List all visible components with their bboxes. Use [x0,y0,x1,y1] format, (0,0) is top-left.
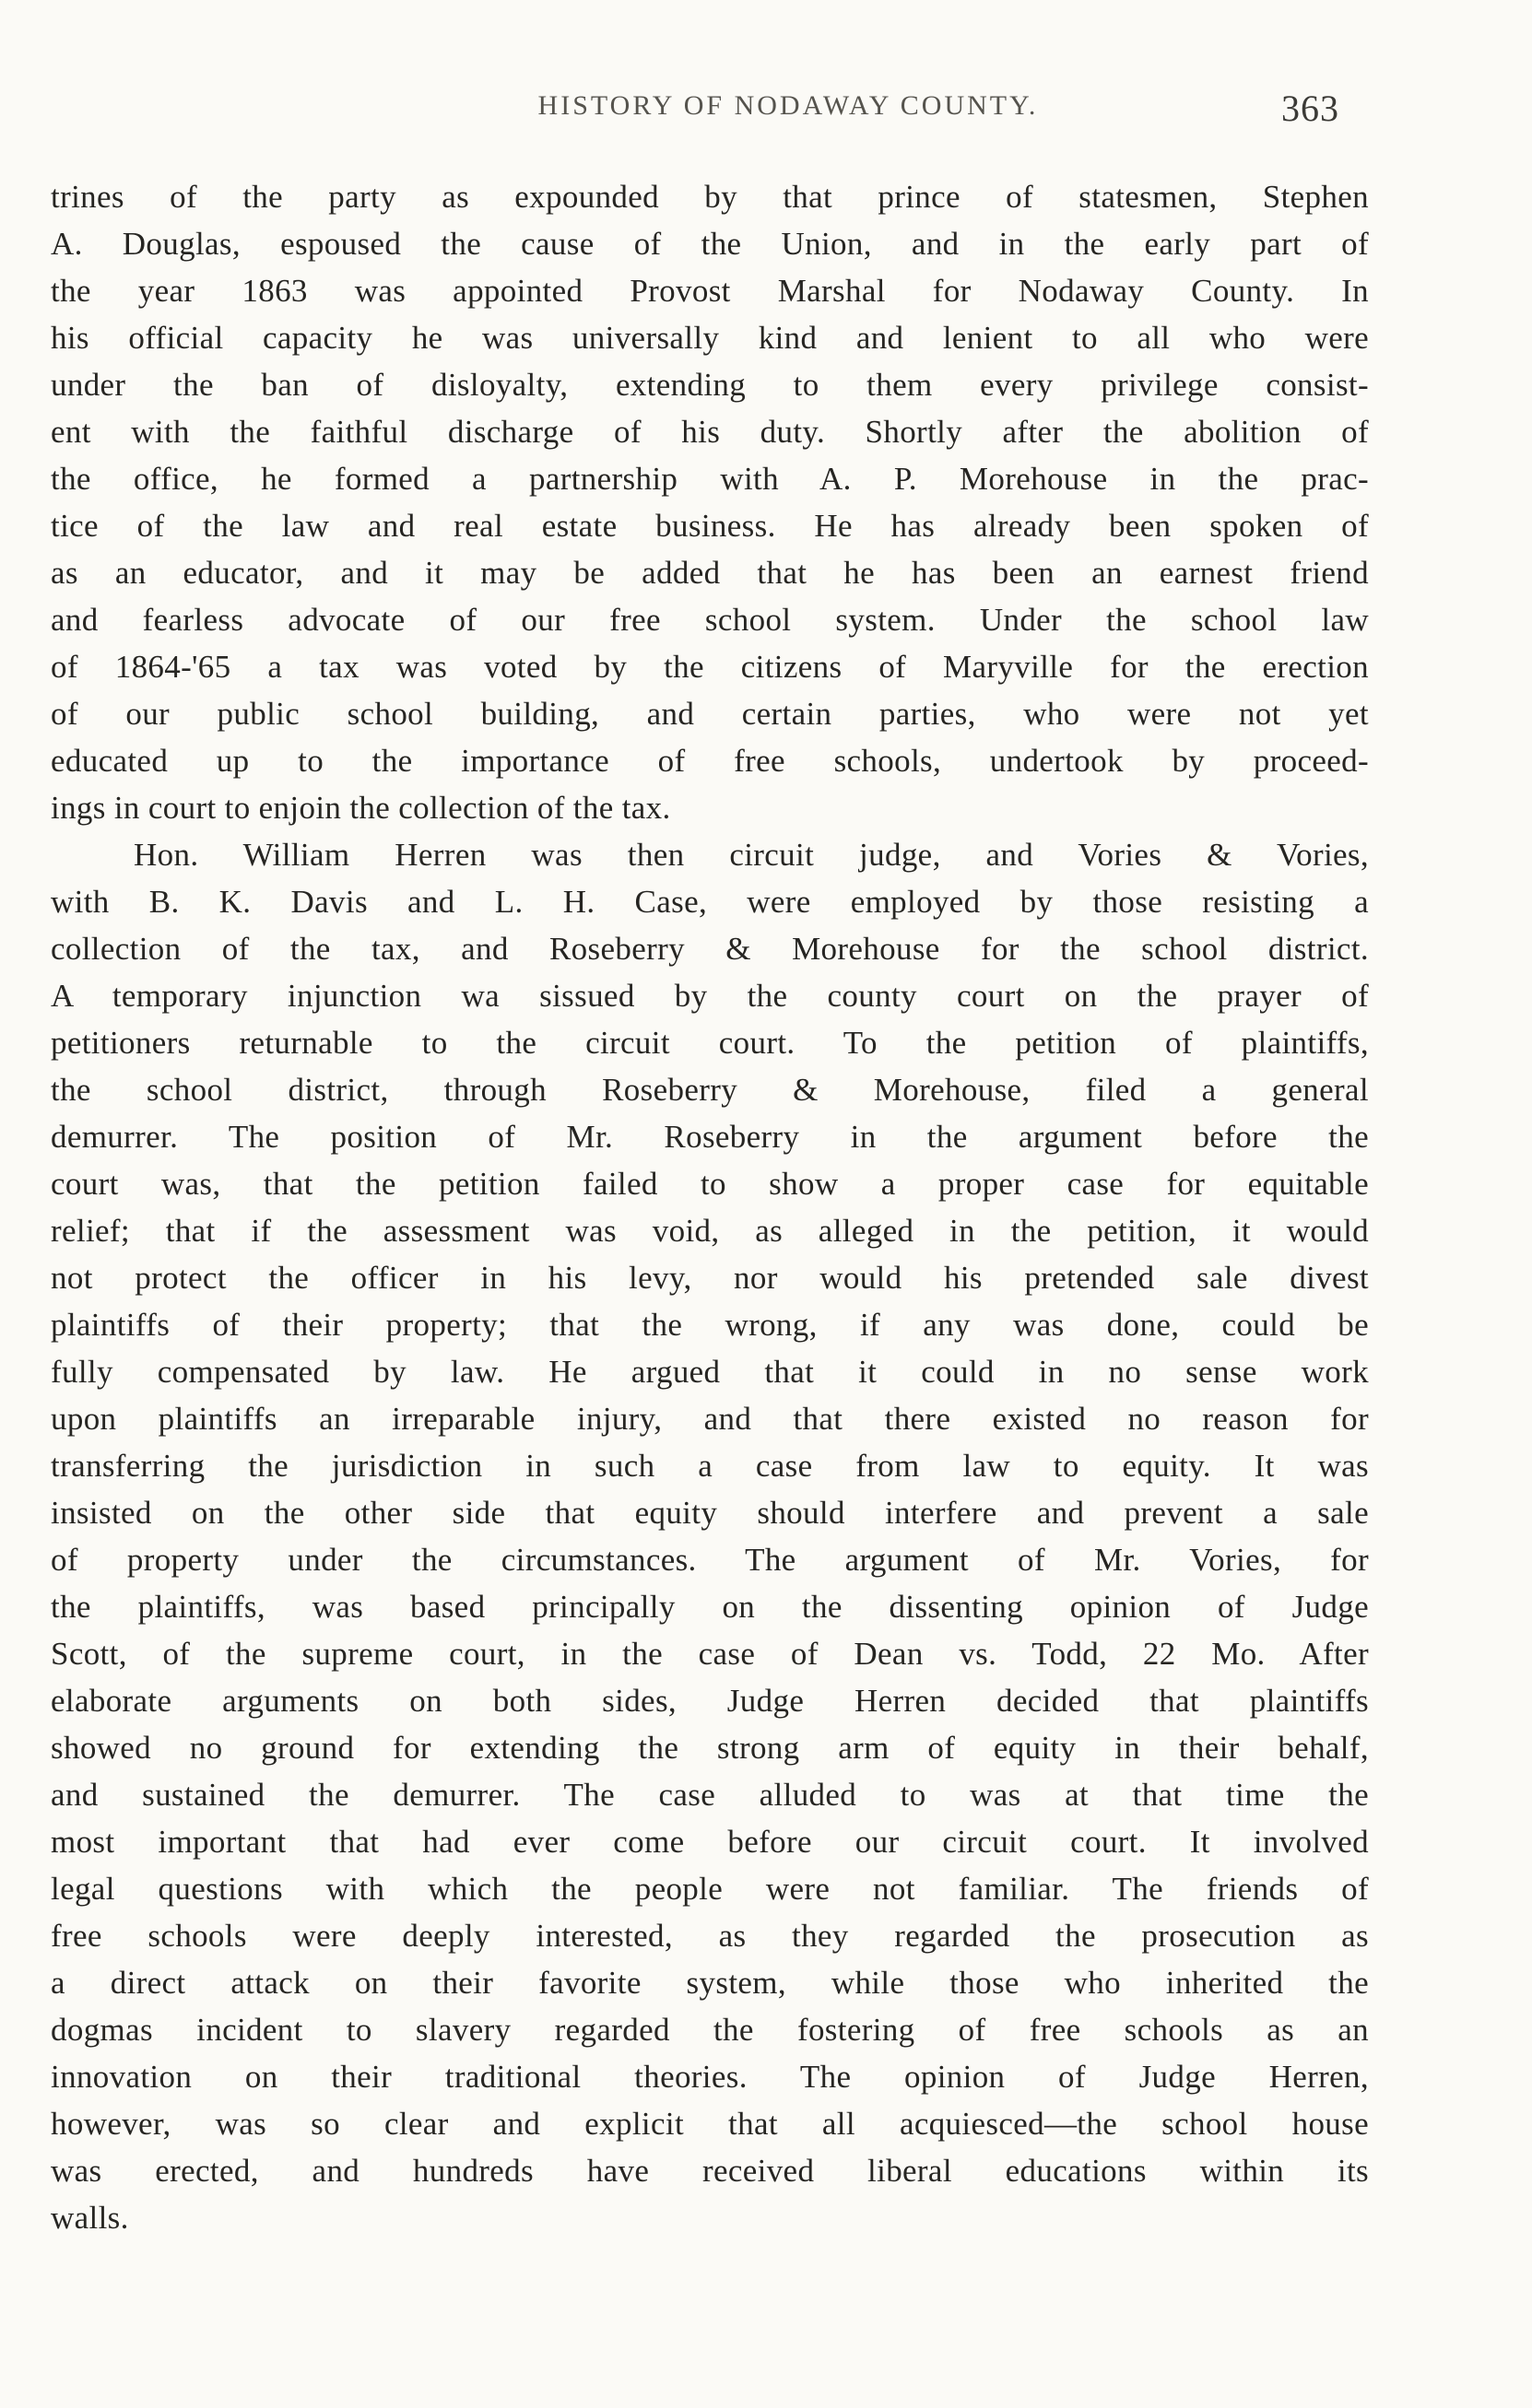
text-line: and sustained the demurrer. The case alluded to was at that time the [51,1777,1369,1813]
page-number: 363 [1281,88,1339,129]
running-head: HISTORY OF NODAWAY COUNTY. [537,90,1039,121]
text-line: the plaintiffs, was based principally on the dissenting opinion of Judge [51,1589,1369,1625]
text-line: and fearless advocate of our free school system. Under the school law [51,602,1369,638]
text-line: of our public school building, and certain parties, who were not yet [51,696,1369,732]
text-line: relief; that if the assessment was void, as alleged in the petition, it would [51,1213,1369,1249]
text-line: A temporary injunction wa sissued by the county court on the prayer of [51,978,1369,1014]
text-line: Scott, of the supreme court, in the case of Dean vs. Todd, 22 Mo. After [51,1636,1369,1672]
text-line: his official capacity he was universally kind and lenient to all who were [51,320,1369,356]
text-line: not protect the officer in his levy, nor would his pretended sale divest [51,1260,1369,1296]
text-line: court was, that the petition failed to show a proper case for equitable [51,1166,1369,1202]
text-line: walls. [51,2200,129,2236]
text-line: the school district, through Roseberry & Morehouse, filed a general [51,1072,1369,1108]
text-line: legal questions with which the people were not familiar. The friends of [51,1871,1369,1907]
text-line: the year 1863 was appointed Provost Marshal for Nodaway County. In [51,273,1369,309]
text-line: collection of the tax, and Roseberry & Morehouse for the school district. [51,931,1369,967]
paragraph-1 [51,173,1369,831]
text-line: upon plaintiffs an irreparable injury, and that there existed no reason for [51,1401,1369,1437]
paragraph-2 [51,831,1369,2241]
text-line: of property under the circumstances. The argument of Mr. Vories, for [51,1542,1369,1578]
text-line: ent with the faithful discharge of his duty. Shortly after the abolition of [51,414,1369,450]
text-line: tice of the law and real estate business. He has already been spoken of [51,508,1369,544]
text-line: elaborate arguments on both sides, Judge Herren decided that plaintiffs [51,1683,1369,1719]
text-line: educated up to the importance of free schools, undertook by proceed- [51,743,1369,779]
text-line: trines of the party as expounded by that prince of statesmen, Stephen [51,179,1369,215]
text-line: showed no ground for extending the strong arm of equity in their behalf, [51,1730,1369,1766]
text-line: dogmas incident to slavery regarded the fostering of free schools as an [51,2012,1369,2048]
text-line: a direct attack on their favorite system, while those who inherited the [51,1965,1369,2001]
text-line: fully compensated by law. He argued that it could in no sense work [51,1354,1369,1390]
body-text [51,173,1369,2241]
text-line: demurrer. The position of Mr. Roseberry in the argument before the [51,1119,1369,1155]
text-line: transferring the jurisdiction in such a case from law to equity. It was [51,1448,1369,1484]
text-line: plaintiffs of their property; that the wrong, if any was done, could be [51,1307,1369,1343]
text-line: free schools were deeply interested, as they regarded the prosecution as [51,1918,1369,1954]
text-line: petitioners returnable to the circuit court. To the petition of plaintiffs, [51,1025,1369,1061]
text-line: however, was so clear and explicit that all acquiesced—the school house [51,2106,1369,2142]
text-line: under the ban of disloyalty, extending to them every privilege consist- [51,367,1369,403]
text-line: of 1864-'65 a tax was voted by the citizens of Maryville for the erection [51,649,1369,685]
text-line: Hon. William Herren was then circuit judge, and Vories & Vories, [134,837,1369,873]
text-line: insisted on the other side that equity should interfere and prevent a sale [51,1495,1369,1531]
text-line: A. Douglas, espoused the cause of the Union, and in the early part of [51,226,1369,262]
text-line: most important that had ever come before our circuit court. It involved [51,1824,1369,1860]
text-line: with B. K. Davis and L. H. Case, were employed by those resisting a [51,884,1369,920]
text-line: as an educator, and it may be added that he has been an earnest friend [51,555,1369,591]
text-line: was erected, and hundreds have received liberal educations within its [51,2153,1369,2189]
text-line: ings in court to enjoin the collection of the tax. [51,790,671,826]
text-line: the office, he formed a partnership with A. P. Morehouse in the prac- [51,461,1369,497]
text-line: innovation on their traditional theories. The opinion of Judge Herren, [51,2059,1369,2095]
